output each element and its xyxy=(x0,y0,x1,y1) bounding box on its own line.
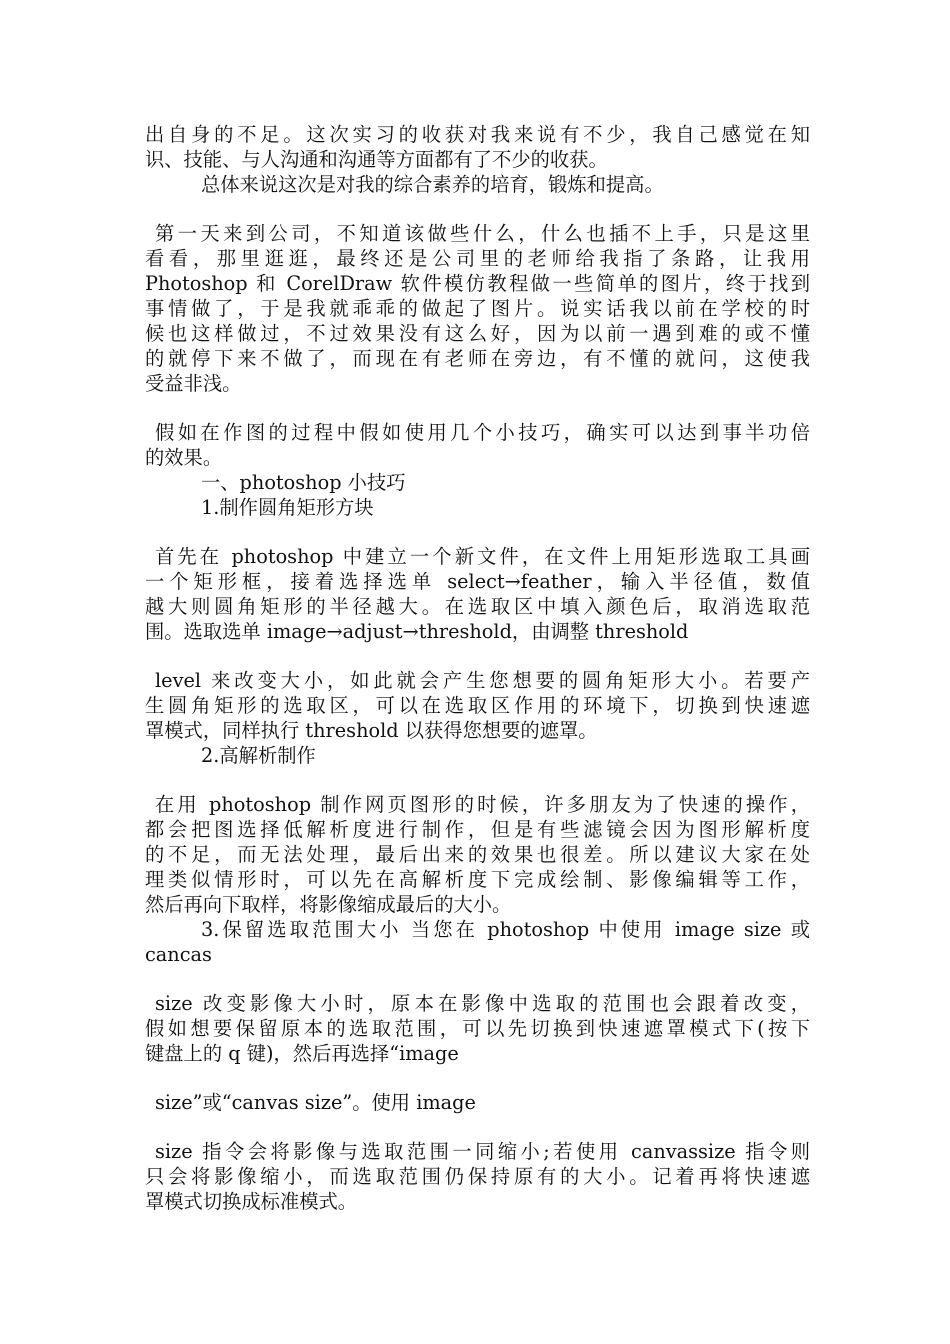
text-line: 在用 photoshop 制作网页图形的时候，许多朋友为了快速的操作， xyxy=(155,793,810,816)
text-line: size 指令会将影像与选取范围一同缩小;若使用 canvassize 指令则 xyxy=(155,1140,810,1163)
text-line: size”或“canvas size”。使用 image xyxy=(155,1091,476,1114)
text-line: 出自身的不足。这次实习的收获对我来说有不少，我自己感觉在知 xyxy=(145,123,810,146)
paragraph-gap xyxy=(145,396,810,420)
paragraph-gap xyxy=(145,644,810,668)
text-line: 罩模式切换成标准模式。 xyxy=(145,1190,358,1213)
text-line: 理类似情形时，可以先在高解析度下完成绘制、影像编辑等工作， xyxy=(145,868,810,891)
text-line: 首先在 photoshop 中建立一个新文件，在文件上用矩形选取工具画 xyxy=(155,545,810,568)
text-line: 越大则圆角矩形的半径越大。在选取区中填入颜色后，取消选取范 xyxy=(145,595,810,618)
text-line: 总体来说这次是对我的综合素养的培育，锻炼和提高。 xyxy=(201,173,664,196)
text-line: Photoshop 和 CorelDraw 软件模仿教程做一些简单的图片，终于找到 xyxy=(145,272,810,295)
text-line: 一个矩形框，接着选择选单 select→feather，输入半径值，数值 xyxy=(145,570,810,593)
subsection-heading: 2.高解析制作 xyxy=(201,744,316,767)
text-line: 的就停下来不做了，而现在有老师在旁边，有不懂的就问，这使我 xyxy=(145,347,810,370)
paragraph-gap xyxy=(145,768,810,792)
text-line: 键盘上的 q 键)，然后再选择“image xyxy=(145,1042,459,1065)
text-line: 假如想要保留原本的选取范围，可以先切换到快速遮罩模式下(按下 xyxy=(145,1017,810,1040)
text-line: 看看，那里逛逛，最终还是公司里的老师给我指了条路，让我用 xyxy=(145,247,810,270)
paragraph-gap xyxy=(145,1115,810,1139)
subsection-heading: 3.保留选取范围大小 当您在 photoshop 中使用 image size 或 xyxy=(201,918,810,941)
text-line: 罩模式，同样执行 threshold 以获得您想要的遮罩。 xyxy=(145,719,598,742)
paragraph-gap xyxy=(145,520,810,544)
text-line: 的不足，而无法处理，最后出来的效果也很差。所以建议大家在处 xyxy=(145,843,810,866)
text-line: 受益非浅。 xyxy=(145,372,242,395)
subsection-heading: 1.制作圆角矩形方块 xyxy=(201,496,374,519)
text-line: level 来改变大小，如此就会产生您想要的圆角矩形大小。若要产 xyxy=(155,669,810,692)
text-line: size 改变影像大小时，原本在影像中选取的范围也会跟着改变， xyxy=(155,992,810,1015)
text-line: 第一天来到公司，不知道该做些什么，什么也插不上手，只是这里 xyxy=(155,222,810,245)
text-line: 都会把图选择低解析度进行制作，但是有些滤镜会因为图形解析度 xyxy=(145,818,810,841)
text-line: 假如在作图的过程中假如使用几个小技巧，确实可以达到事半功倍 xyxy=(155,421,810,444)
text-line: 候也这样做过，不过效果没有这么好，因为以前一遇到难的或不懂 xyxy=(145,322,810,345)
text-line: 生圆角矩形的选取区，可以在选取区作用的环境下，切换到快速遮 xyxy=(145,694,810,717)
text-line: 围。选取选单 image→adjust→threshold，由调整 threshold xyxy=(145,620,689,643)
text-line: 只会将影像缩小，而选取范围仍保持原有的大小。记着再将快速遮 xyxy=(145,1165,810,1188)
text-line: 识、技能、与人沟通和沟通等方面都有了不少的收获。 xyxy=(145,148,608,171)
text-line: 事情做了，于是我就乖乖的做起了图片。说实话我以前在学校的时 xyxy=(145,297,810,320)
paragraph-gap xyxy=(145,1066,810,1090)
text-line: 然后再向下取样，将影像缩成最后的大小。 xyxy=(145,893,512,916)
section-heading: 一、photoshop 小技巧 xyxy=(201,471,406,494)
paragraph-gap xyxy=(145,967,810,991)
text-line: 的效果。 xyxy=(145,446,223,469)
paragraph-gap xyxy=(145,197,810,221)
text-line: cancas xyxy=(145,943,212,966)
document-page xyxy=(145,122,810,1214)
